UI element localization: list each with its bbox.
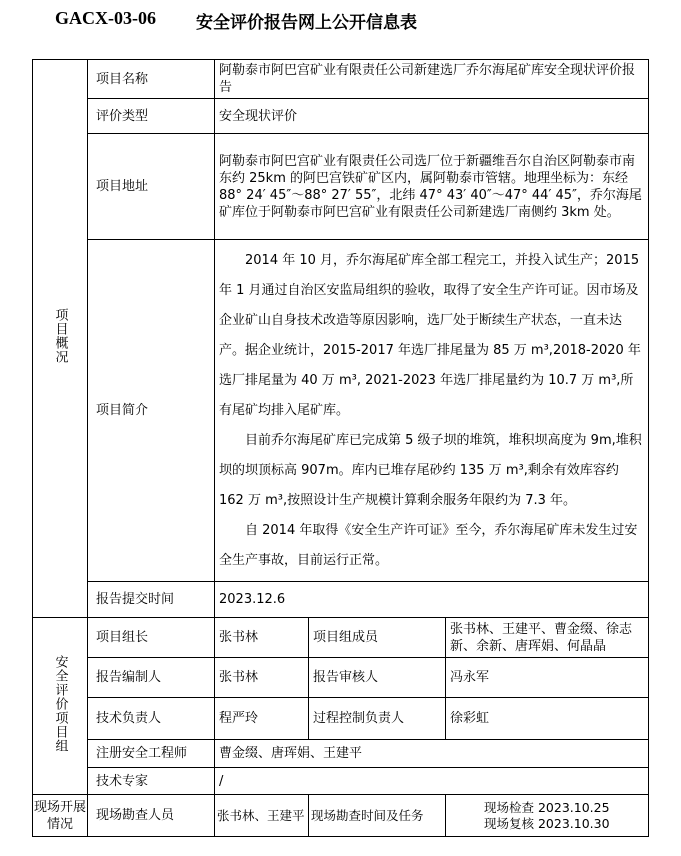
tech-label: 技术负责人 — [88, 698, 215, 740]
row-eval-type — [33, 99, 649, 134]
reviewer-label: 报告审核人 — [309, 658, 446, 698]
team-section-cell — [33, 618, 88, 795]
expert-label: 技术专家 — [88, 768, 215, 795]
intro-value — [215, 240, 649, 582]
project-name-value: 阿勒泰市阿巴宫矿业有限责任公司新建选厂乔尔海尾矿库安全现状评价报告 — [215, 60, 649, 99]
overview-section-label: 项目概况 — [52, 308, 68, 364]
row-author — [33, 658, 649, 698]
address-label: 项目地址 — [88, 134, 215, 240]
site-time-label: 现场勘查时间及任务 — [309, 795, 446, 837]
author-label: 报告编制人 — [88, 658, 215, 698]
page-header — [0, 6, 681, 34]
intro-paragraph: 目前乔尔海尾矿库已完成第 5 级子坝的堆筑，堆积坝高度为 9m,堆积坝的坝顶标高 907m。库内已堆存尾砂约 135 万 m³,剩余有效库容约 162 万 m³,按照设计生产规模计算剩余服务年限约为 7.3 年。 — [219, 432, 642, 508]
engineers-value: 曹金缀、唐珲娟、王建平 — [215, 740, 649, 768]
expert-value: / — [215, 768, 649, 795]
intro-paragraph: 2014 年 10 月，乔尔海尾矿库全部工程完工，并投入试生产；2015 年 1 月通过自治区安监局组织的验收，取得了安全生产许可证。因市场及企业矿山自身技术改造等原因影响，选厂处于断续生产状态，一直未达产。据企业统计，2015-2017 年选厂排尾量为 85 万 m³,2018-2020 年选厂排尾量为 40 万 m³, 2021-2023 年选厂排尾量约为 10.7 万 m³,所有尾矿均排入尾矿库。 — [219, 252, 641, 418]
row-project-name — [33, 60, 649, 99]
leader-value: 张书林 — [215, 618, 309, 658]
info-table — [32, 59, 649, 837]
project-name-label: 项目名称 — [88, 60, 215, 99]
overview-section-cell — [33, 60, 88, 618]
eval-type-value: 安全现状评价 — [215, 99, 649, 134]
site-time-value — [446, 795, 649, 837]
submit-date-value: 2023.12.6 — [215, 582, 649, 618]
author-value: 张书林 — [215, 658, 309, 698]
process-label: 过程控制负责人 — [309, 698, 446, 740]
site-section-cell — [33, 795, 88, 837]
address-value: 阿勒泰市阿巴宫矿业有限责任公司选厂位于新疆维吾尔自治区阿勒泰市南东约 25km 的阿巴宫铁矿矿区内，属阿勒泰市管辖。地理坐标为：东经 88° 24′ 45″～88° 27′ 55″，北纬 47° 43′ 40″～47° 44′ 45″，乔尔海尾矿库位于阿勒泰市阿巴宫矿业有限责任公司新建选厂南侧约 3km 处。 — [215, 134, 649, 240]
page-title: 安全评价报告网上公开信息表 — [196, 13, 417, 33]
site-section-label: 现场开展情况 — [33, 799, 86, 832]
row-intro — [33, 240, 649, 582]
row-site — [33, 795, 649, 837]
engineers-label: 注册安全工程师 — [88, 740, 215, 768]
process-value: 徐彩虹 — [446, 698, 649, 740]
site-check: 现场检查 2023.10.25 — [484, 799, 610, 815]
tech-value: 程严玲 — [215, 698, 309, 740]
row-submit-date — [33, 582, 649, 618]
inspectors-value: 张书林、王建平 — [215, 795, 309, 837]
intro-label: 项目简介 — [88, 240, 215, 582]
row-leader — [33, 618, 649, 658]
row-address — [33, 134, 649, 240]
members-value: 张书林、王建平、曹金缀、徐志新、余新、唐珲娟、何晶晶 — [446, 618, 649, 658]
row-tech — [33, 698, 649, 740]
leader-label: 项目组长 — [88, 618, 215, 658]
team-section-label: 安全评价项目组 — [52, 654, 68, 753]
site-recheck: 现场复核 2023.10.30 — [484, 815, 610, 831]
row-engineers — [33, 740, 649, 768]
reviewer-value: 冯永军 — [446, 658, 649, 698]
submit-label: 报告提交时间 — [88, 582, 215, 618]
intro-paragraph: 自 2014 年取得《安全生产许可证》至今，乔尔海尾矿库未发生过安全生产事故，目前运行正常。 — [219, 522, 638, 568]
row-expert — [33, 768, 649, 795]
eval-type-label: 评价类型 — [88, 99, 215, 134]
form-code: GACX-03-06 — [55, 8, 156, 28]
inspectors-label: 现场勘查人员 — [88, 795, 215, 837]
members-label: 项目组成员 — [309, 618, 446, 658]
